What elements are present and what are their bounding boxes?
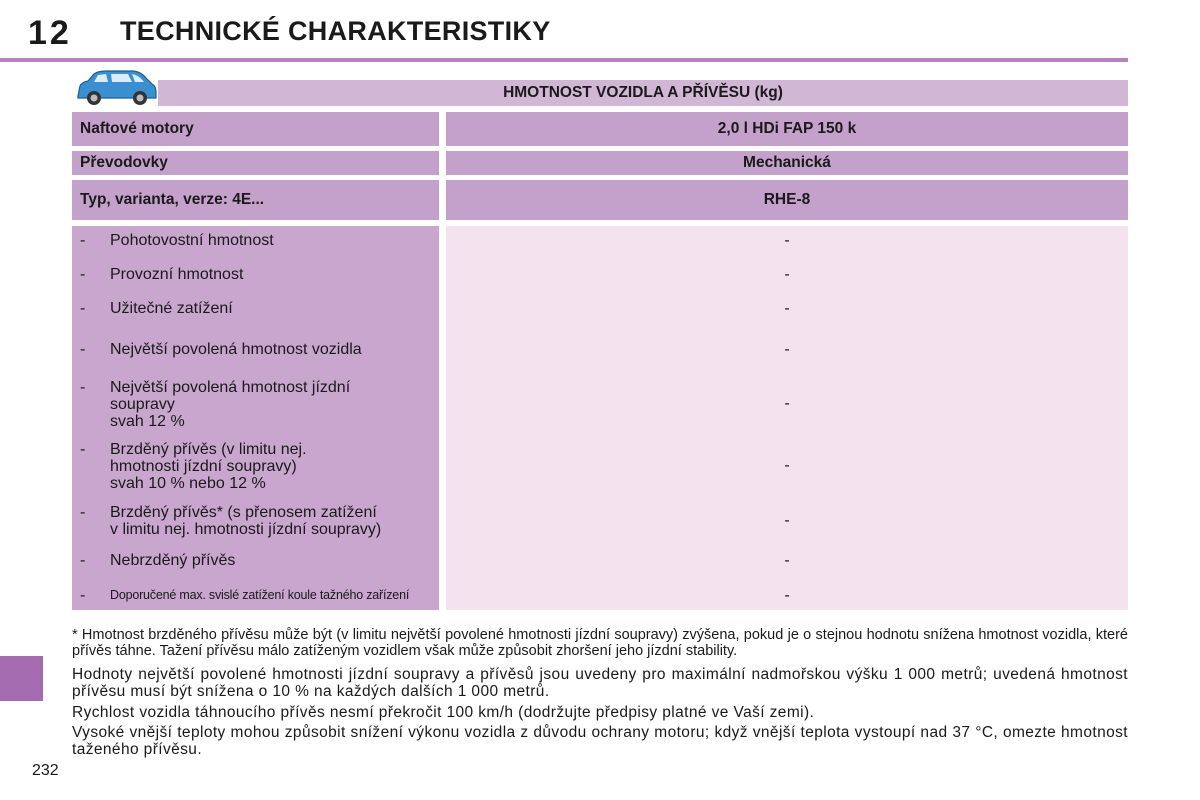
list-item-label: Užitečné zatížení xyxy=(110,300,233,317)
list-item-value: - xyxy=(784,232,790,249)
chapter-tab xyxy=(0,656,43,701)
row-label-gearbox: Převodovky xyxy=(72,151,439,175)
note-paragraph: Hodnoty největší povolené hmotnosti jízdní soupravy a přívěsů jsou uvedeny pro maximální nadmořskou výšku 1 000 metrů; uvedená hmotnost přívěsu musí být snížena o 10 % na každých dalších 1 000 metrů. xyxy=(72,666,1128,700)
list-item-value: - xyxy=(784,457,790,474)
list-item-label: Brzděný přívěs (v limitu nej. hmotnosti jízdní soupravy) svah 10 % nebo 12 % xyxy=(110,441,307,492)
page-title: TECHNICKÉ CHARAKTERISTIKY xyxy=(120,16,551,46)
note-paragraph: Vysoké vnější teploty mohou způsobit snížení výkonu vozidla z důvodu ochrany motoru; když vnější teplota vystoupí nad 37 °C, omezte hmotnost taženého přívěsu. xyxy=(72,724,1128,758)
list-item-dash: - xyxy=(80,341,86,358)
list-item-value: - xyxy=(784,552,790,569)
list-item-label: Brzděný přívěs* (s přenosem zatížení v limitu nej. hmotnosti jízdní soupravy) xyxy=(110,504,382,538)
list-item-dash: - xyxy=(80,300,86,317)
row-value-gearbox: Mechanická xyxy=(446,151,1128,175)
note-paragraph: Rychlost vozidla táhnoucího přívěs nesmí překročit 100 km/h (dodržujte předpisy platné ve Vaší zemi). xyxy=(72,704,815,721)
list-item-label: Největší povolená hmotnost vozidla xyxy=(110,341,362,358)
list-item-value: - xyxy=(784,341,790,358)
chapter-number: 12 xyxy=(28,14,72,52)
row-value-type: RHE-8 xyxy=(446,180,1128,220)
list-item-dash: - xyxy=(80,587,86,604)
list-item-value: - xyxy=(784,395,790,412)
list-item-value: - xyxy=(784,512,790,529)
list-item-label: Největší povolená hmotnost jízdní soupravy svah 12 % xyxy=(110,379,351,430)
list-item-label: Provozní hmotnost xyxy=(110,266,244,283)
list-item-dash: - xyxy=(80,266,86,283)
list-item-value: - xyxy=(784,300,790,317)
list-item-value: - xyxy=(784,587,790,604)
list-item-value: - xyxy=(784,266,790,283)
page-number: 232 xyxy=(32,762,59,779)
row-value-engines: 2,0 l HDi FAP 150 k xyxy=(446,112,1128,146)
title-rule xyxy=(0,58,1128,62)
list-item-label: Doporučené max. svislé zatížení koule tažného zařízení xyxy=(110,588,410,602)
footnote: * Hmotnost brzděného přívěsu může být (v limitu největší povolené hmotnosti jízdní soupravy) zvýšena, pokud je o stejnou hodnotu snížena hmotnost vozidla, které přívěs táhne. Tažení přívěsu málo zatíženým vozidlem však může způsobit zhoršení jeho jízdní stability. xyxy=(72,627,1128,659)
list-item-dash: - xyxy=(80,552,86,569)
list-item-dash: - xyxy=(80,441,86,458)
row-label-type: Typ, varianta, verze: 4E... xyxy=(72,180,439,220)
list-item-dash: - xyxy=(80,504,86,521)
list-item-dash: - xyxy=(80,379,86,396)
list-item-dash: - xyxy=(80,232,86,249)
list-item-label: Pohotovostní hmotnost xyxy=(110,232,274,249)
row-label-engines: Naftové motory xyxy=(72,112,439,146)
table-main-header: HMOTNOST VOZIDLA A PŘÍVĚSU (kg) xyxy=(158,80,1128,106)
car-icon xyxy=(72,68,158,108)
list-item-label: Nebrzděný přívěs xyxy=(110,552,236,569)
